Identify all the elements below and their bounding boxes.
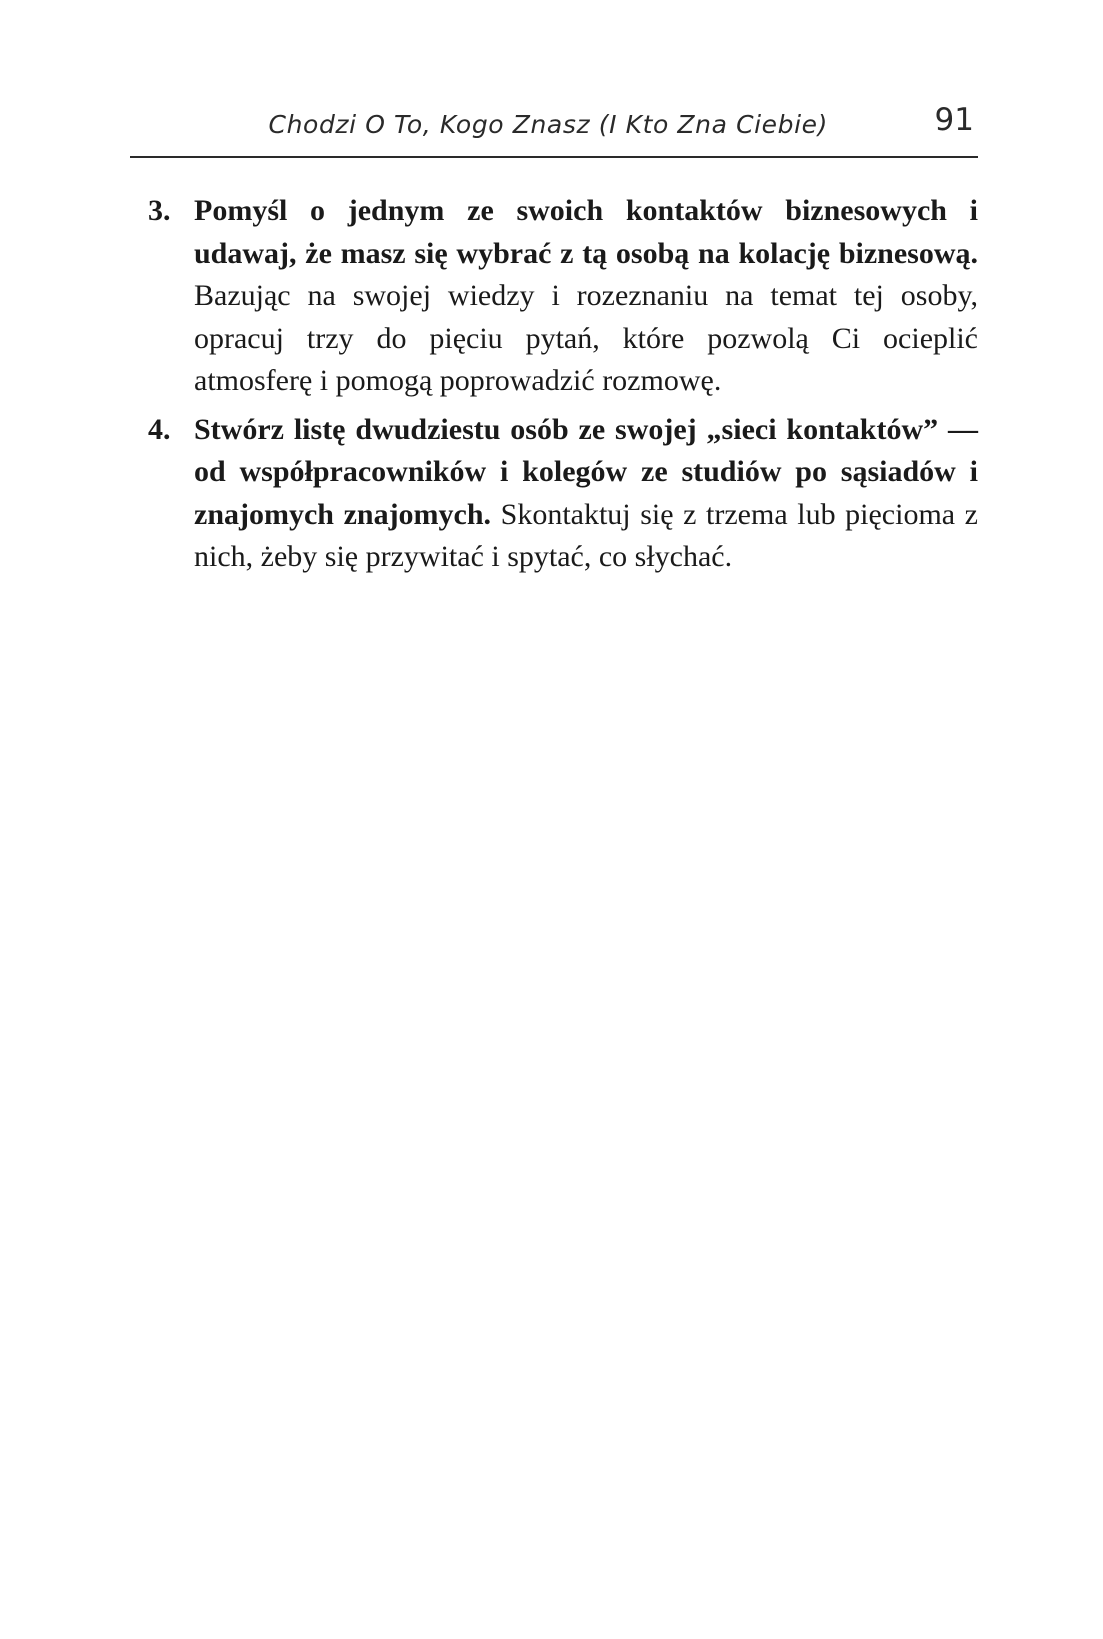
list-item: [148, 409, 978, 579]
list-item-number: 4.: [148, 412, 171, 446]
list-item-text: Bazując na swojej wiedzy i rozeznaniu na temat tej osoby, opracuj trzy do pięciu pytań, które pozwolą Ci ocieplić atmosferę i pomogą poprowadzić rozmowę.: [194, 279, 978, 397]
running-head: [130, 96, 978, 156]
header-rule: [130, 156, 978, 158]
list-item-number: 3.: [148, 194, 171, 227]
running-title: Chodzi O To, Kogo Znasz (I Kto Zna Ciebie): [268, 110, 828, 139]
page-body: [148, 190, 978, 585]
page-number: 91: [934, 102, 974, 138]
list-item-lead: Pomyśl o jednym ze swoich kontaktów biznesowych i udawaj, że masz się wybrać z tą osobą na kolację biznesową.: [194, 194, 978, 270]
list-item: [148, 190, 978, 403]
list-item-lead: Stwórz listę dwudziestu osób ze swojej „sieci kontaktów” — od współpracowników i kolegów ze studiów po sąsiadów i znajomych znajomych.: [194, 412, 978, 531]
list-item-text: Skontaktuj się z trzema lub pięcioma z nich, żeby się przywitać i spytać, co słychać.: [194, 497, 978, 573]
